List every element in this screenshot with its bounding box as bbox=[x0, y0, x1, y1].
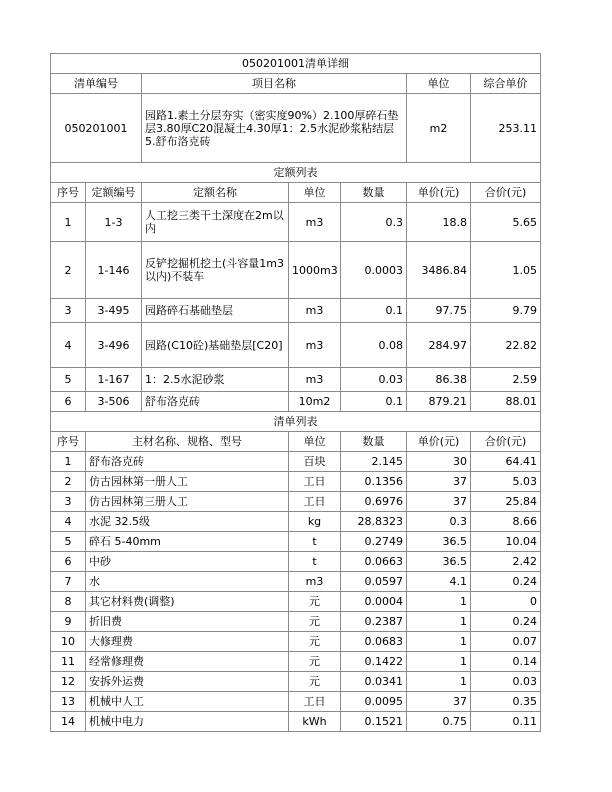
material-row bbox=[51, 612, 541, 632]
material-no: 4 bbox=[51, 512, 86, 532]
material-total: 0.24 bbox=[471, 612, 541, 632]
item-code: 050201001 bbox=[51, 94, 142, 163]
quota-no: 6 bbox=[51, 392, 86, 412]
quota-qty: 0.08 bbox=[341, 323, 407, 368]
material-no: 9 bbox=[51, 612, 86, 632]
material-total: 0.14 bbox=[471, 652, 541, 672]
material-name: 机械中人工 bbox=[86, 692, 289, 712]
material-row bbox=[51, 472, 541, 492]
materials-header-row bbox=[51, 432, 541, 452]
material-total: 0.11 bbox=[471, 712, 541, 732]
material-price: 0.3 bbox=[407, 512, 471, 532]
quota-row bbox=[51, 323, 541, 368]
quota-unit: 1000m3 bbox=[289, 242, 341, 299]
quota-unit: m3 bbox=[289, 203, 341, 242]
item-name: 园路1.素土分层夯实（密实度90%）2.100厚碎石垫层3.80厚C20混凝土4.30厚1：2.5水泥砂浆粘结层5.舒布洛克砖 bbox=[142, 94, 407, 163]
quota-row bbox=[51, 203, 541, 242]
material-unit: m3 bbox=[289, 572, 341, 592]
quota-unit: 10m2 bbox=[289, 392, 341, 412]
material-qty: 0.0663 bbox=[341, 552, 407, 572]
material-no: 13 bbox=[51, 692, 86, 712]
quota-unit: m3 bbox=[289, 368, 341, 392]
quota-code: 1-146 bbox=[86, 242, 142, 299]
quota-header-price: 单价(元) bbox=[407, 183, 471, 203]
material-no: 12 bbox=[51, 672, 86, 692]
material-name: 中砂 bbox=[86, 552, 289, 572]
material-price: 1 bbox=[407, 632, 471, 652]
material-qty: 0.2749 bbox=[341, 532, 407, 552]
material-row bbox=[51, 652, 541, 672]
quota-price: 3486.84 bbox=[407, 242, 471, 299]
quota-code: 1-3 bbox=[86, 203, 142, 242]
material-row bbox=[51, 592, 541, 612]
material-unit: 工日 bbox=[289, 492, 341, 512]
material-total: 0.07 bbox=[471, 632, 541, 652]
material-total: 0.24 bbox=[471, 572, 541, 592]
bill-detail-sheet bbox=[50, 53, 540, 732]
quota-unit: m3 bbox=[289, 299, 341, 323]
quota-name: 1：2.5水泥砂浆 bbox=[142, 368, 289, 392]
material-no: 6 bbox=[51, 552, 86, 572]
quota-total: 2.59 bbox=[471, 368, 541, 392]
quota-header-unit: 单位 bbox=[289, 183, 341, 203]
materials-header-price: 单价(元) bbox=[407, 432, 471, 452]
material-price: 1 bbox=[407, 612, 471, 632]
bill-detail-table bbox=[50, 53, 541, 732]
quota-no: 4 bbox=[51, 323, 86, 368]
quota-header-no: 序号 bbox=[51, 183, 86, 203]
quota-header-code: 定额编号 bbox=[86, 183, 142, 203]
material-price: 1 bbox=[407, 672, 471, 692]
material-qty: 0.1356 bbox=[341, 472, 407, 492]
quota-no: 5 bbox=[51, 368, 86, 392]
quota-qty: 0.3 bbox=[341, 203, 407, 242]
material-qty: 0.6976 bbox=[341, 492, 407, 512]
material-name: 安拆外运费 bbox=[86, 672, 289, 692]
materials-header-no: 序号 bbox=[51, 432, 86, 452]
material-unit: 工日 bbox=[289, 692, 341, 712]
quota-total: 22.82 bbox=[471, 323, 541, 368]
materials-header-unit: 单位 bbox=[289, 432, 341, 452]
material-qty: 0.0341 bbox=[341, 672, 407, 692]
quota-no: 1 bbox=[51, 203, 86, 242]
material-unit: 元 bbox=[289, 632, 341, 652]
material-unit: kWh bbox=[289, 712, 341, 732]
quota-qty: 0.1 bbox=[341, 299, 407, 323]
quota-header-row bbox=[51, 183, 541, 203]
quota-name: 园路(C10砼)基础垫层[C20] bbox=[142, 323, 289, 368]
material-unit: 元 bbox=[289, 652, 341, 672]
material-row bbox=[51, 532, 541, 552]
header-name: 项目名称 bbox=[142, 74, 407, 94]
material-qty: 2.145 bbox=[341, 452, 407, 472]
quota-section-title: 定额列表 bbox=[51, 163, 541, 183]
material-qty: 28.8323 bbox=[341, 512, 407, 532]
material-no: 8 bbox=[51, 592, 86, 612]
material-total: 8.66 bbox=[471, 512, 541, 532]
material-name: 水泥 32.5级 bbox=[86, 512, 289, 532]
material-qty: 0.0597 bbox=[341, 572, 407, 592]
quota-name: 人工挖三类干土深度在2m以内 bbox=[142, 203, 289, 242]
material-price: 30 bbox=[407, 452, 471, 472]
quota-code: 3-496 bbox=[86, 323, 142, 368]
material-price: 1 bbox=[407, 592, 471, 612]
material-row bbox=[51, 492, 541, 512]
quota-total: 88.01 bbox=[471, 392, 541, 412]
material-row bbox=[51, 712, 541, 732]
material-no: 2 bbox=[51, 472, 86, 492]
material-unit: 工日 bbox=[289, 472, 341, 492]
material-price: 4.1 bbox=[407, 572, 471, 592]
material-qty: 0.1422 bbox=[341, 652, 407, 672]
quota-row bbox=[51, 392, 541, 412]
material-row bbox=[51, 672, 541, 692]
material-qty: 0.0095 bbox=[341, 692, 407, 712]
quota-total: 5.65 bbox=[471, 203, 541, 242]
header-unit: 单位 bbox=[407, 74, 471, 94]
material-qty: 0.1521 bbox=[341, 712, 407, 732]
material-price: 1 bbox=[407, 652, 471, 672]
material-total: 5.03 bbox=[471, 472, 541, 492]
quota-code: 3-495 bbox=[86, 299, 142, 323]
quota-no: 3 bbox=[51, 299, 86, 323]
material-no: 10 bbox=[51, 632, 86, 652]
header-price: 综合单价 bbox=[471, 74, 541, 94]
materials-header-name: 主材名称、规格、型号 bbox=[86, 432, 289, 452]
quota-price: 879.21 bbox=[407, 392, 471, 412]
material-row bbox=[51, 552, 541, 572]
material-unit: 元 bbox=[289, 672, 341, 692]
quota-total: 1.05 bbox=[471, 242, 541, 299]
material-row bbox=[51, 692, 541, 712]
material-qty: 0.0004 bbox=[341, 592, 407, 612]
material-unit: 元 bbox=[289, 592, 341, 612]
material-total: 2.42 bbox=[471, 552, 541, 572]
quota-code: 1-167 bbox=[86, 368, 142, 392]
quota-qty: 0.1 bbox=[341, 392, 407, 412]
material-total: 64.41 bbox=[471, 452, 541, 472]
material-total: 0 bbox=[471, 592, 541, 612]
material-unit: 百块 bbox=[289, 452, 341, 472]
quota-row bbox=[51, 368, 541, 392]
quota-unit: m3 bbox=[289, 323, 341, 368]
header-code: 清单编号 bbox=[51, 74, 142, 94]
quota-row bbox=[51, 242, 541, 299]
quota-price: 86.38 bbox=[407, 368, 471, 392]
material-no: 1 bbox=[51, 452, 86, 472]
material-total: 0.03 bbox=[471, 672, 541, 692]
material-name: 舒布洛克砖 bbox=[86, 452, 289, 472]
quota-total: 9.79 bbox=[471, 299, 541, 323]
material-price: 36.5 bbox=[407, 552, 471, 572]
material-name: 其它材料费(调整) bbox=[86, 592, 289, 612]
materials-header-total: 合价(元) bbox=[471, 432, 541, 452]
material-no: 3 bbox=[51, 492, 86, 512]
material-name: 仿古园林第一册人工 bbox=[86, 472, 289, 492]
material-row bbox=[51, 512, 541, 532]
material-no: 11 bbox=[51, 652, 86, 672]
material-no: 5 bbox=[51, 532, 86, 552]
material-row bbox=[51, 632, 541, 652]
material-row bbox=[51, 452, 541, 472]
material-name: 仿古园林第三册人工 bbox=[86, 492, 289, 512]
quota-price: 18.8 bbox=[407, 203, 471, 242]
material-name: 机械中电力 bbox=[86, 712, 289, 732]
material-unit: 元 bbox=[289, 612, 341, 632]
quota-code: 3-506 bbox=[86, 392, 142, 412]
material-name: 水 bbox=[86, 572, 289, 592]
material-row bbox=[51, 572, 541, 592]
quota-header-name: 定额名称 bbox=[142, 183, 289, 203]
quota-price: 97.75 bbox=[407, 299, 471, 323]
sheet-title: 050201001清单详细 bbox=[51, 54, 541, 74]
material-no: 7 bbox=[51, 572, 86, 592]
material-price: 36.5 bbox=[407, 532, 471, 552]
item-price: 253.11 bbox=[471, 94, 541, 163]
quota-name: 园路碎石基础垫层 bbox=[142, 299, 289, 323]
material-total: 10.04 bbox=[471, 532, 541, 552]
material-name: 大修理费 bbox=[86, 632, 289, 652]
material-price: 37 bbox=[407, 692, 471, 712]
material-price: 37 bbox=[407, 492, 471, 512]
materials-section-title: 清单列表 bbox=[51, 412, 541, 432]
quota-row bbox=[51, 299, 541, 323]
quota-name: 舒布洛克砖 bbox=[142, 392, 289, 412]
quota-no: 2 bbox=[51, 242, 86, 299]
quota-header-qty: 数量 bbox=[341, 183, 407, 203]
item-unit: m2 bbox=[407, 94, 471, 163]
quota-price: 284.97 bbox=[407, 323, 471, 368]
quota-qty: 0.0003 bbox=[341, 242, 407, 299]
material-unit: kg bbox=[289, 512, 341, 532]
material-no: 14 bbox=[51, 712, 86, 732]
quota-name: 反铲挖掘机挖土(斗容量1m3以内)不装车 bbox=[142, 242, 289, 299]
material-unit: t bbox=[289, 532, 341, 552]
material-price: 0.75 bbox=[407, 712, 471, 732]
material-qty: 0.0683 bbox=[341, 632, 407, 652]
quota-header-total: 合价(元) bbox=[471, 183, 541, 203]
material-total: 25.84 bbox=[471, 492, 541, 512]
materials-header-qty: 数量 bbox=[341, 432, 407, 452]
material-unit: t bbox=[289, 552, 341, 572]
material-total: 0.35 bbox=[471, 692, 541, 712]
material-name: 经常修理费 bbox=[86, 652, 289, 672]
material-price: 37 bbox=[407, 472, 471, 492]
quota-qty: 0.03 bbox=[341, 368, 407, 392]
material-qty: 0.2387 bbox=[341, 612, 407, 632]
material-name: 折旧费 bbox=[86, 612, 289, 632]
material-name: 碎石 5-40mm bbox=[86, 532, 289, 552]
